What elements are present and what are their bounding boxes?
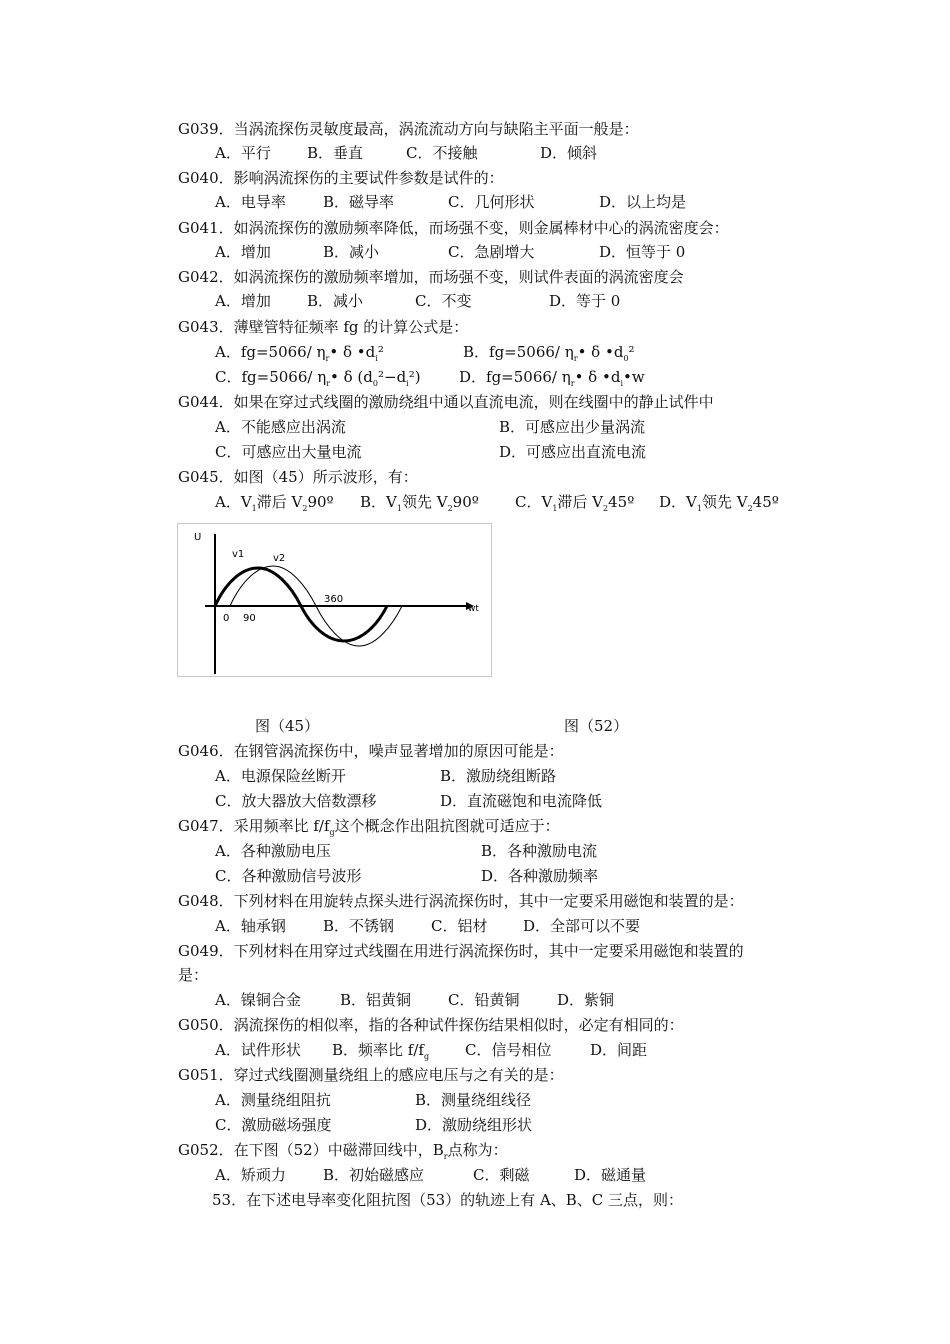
option-a: A．电源保险丝断开 <box>215 767 346 785</box>
figure-45-caption: 图（45） <box>255 717 320 735</box>
q-g040-options <box>0 193 950 211</box>
q-g046-stem: G046．在钢管涡流探伤中，噪声显著增加的原因可能是： <box>178 742 564 760</box>
option-c: C．放大器放大倍数漂移 <box>215 792 377 810</box>
option-a: A．不能感应出涡流 <box>215 418 346 436</box>
v1-label: v1 <box>232 549 245 560</box>
q-g051-options-row2 <box>0 1116 950 1134</box>
origin-label: 0 <box>223 613 230 624</box>
option-d: D．以上均是 <box>599 193 687 211</box>
q-g045-stem: G045．如图（45）所示波形，有： <box>178 468 418 486</box>
option-c: C．急剧增大 <box>448 243 535 261</box>
option-d: D．可感应出直流电流 <box>499 443 647 461</box>
option-a: A．测量绕组阻抗 <box>215 1091 331 1109</box>
q-g040-stem: G040．影响涡流探伤的主要试件参数是试件的： <box>178 169 504 187</box>
option-b: B．铝黄铜 <box>340 991 412 1009</box>
q-g043-stem: G043．薄壁管特征频率 fg 的计算公式是： <box>178 318 469 336</box>
option-a: A．增加 <box>215 292 271 310</box>
option-b: B．减小 <box>323 243 380 261</box>
v2-label: v2 <box>273 553 286 564</box>
option-b: B．$V_1$领先 $V_290º$ <box>360 493 479 513</box>
option-d: D．等于 0 <box>549 292 621 310</box>
option-d: D．倾斜 <box>540 144 598 162</box>
q-g041-options <box>0 243 950 261</box>
option-b: B．fg=5066/ $\eta_r•$ δ $•d_0^2$ <box>463 343 635 363</box>
option-b: B．可感应出少量涡流 <box>499 418 646 436</box>
q-g046-options-row1 <box>0 767 950 785</box>
option-d: D．激励绕组形状 <box>415 1116 533 1134</box>
option-a: A．增加 <box>215 243 271 261</box>
option-d: D．间距 <box>590 1041 648 1059</box>
option-c: C．不接触 <box>406 144 478 162</box>
q-g051-options-row1 <box>0 1091 950 1109</box>
q-g050-options <box>0 1041 950 1061</box>
option-c: C．fg=5066/ $\eta_r•$ δ $(d_0^2-d_i^2)$ <box>215 368 421 388</box>
q-g051-stem: G051．穿过式线圈测量绕组上的感应电压与之有关的是： <box>178 1066 564 1084</box>
option-a: A．$V_1$滞后 $V_290º$ <box>215 493 334 513</box>
figure-45-waveform <box>177 523 492 677</box>
q-g044-options-row2 <box>0 443 950 461</box>
q-g048-options <box>0 917 950 935</box>
q-g047-stem: G047．采用频率比 $f/f_g$这个概念作出阻抗图就可适应于： <box>178 817 560 837</box>
q-g042-stem: G042．如涡流探伤的激励频率增加，而场强不变，则试件表面的涡流密度会 <box>178 268 684 286</box>
option-a: A．矫顽力 <box>215 1166 286 1184</box>
option-b: B．初始磁感应 <box>323 1166 425 1184</box>
option-b: B．频率比 $f/f_g$ <box>332 1041 430 1061</box>
option-b: B．磁导率 <box>323 193 395 211</box>
option-c: C．信号相位 <box>465 1041 552 1059</box>
q-g044-options-row1 <box>0 418 950 436</box>
q-g047-options-row2 <box>0 867 950 885</box>
option-b: B．垂直 <box>307 144 364 162</box>
tick-90-label: 90 <box>243 613 256 624</box>
q-g050-stem: G050．涡流探伤的相似率，指的各种试件探伤结果相似时，必定有相同的： <box>178 1016 684 1034</box>
curve-v1 <box>215 568 387 641</box>
q-g049-stem-cont: 是： <box>178 966 209 984</box>
option-c: C．可感应出大量电流 <box>215 443 362 461</box>
option-d: D．磁通量 <box>574 1166 647 1184</box>
option-c: C．剩磁 <box>473 1166 530 1184</box>
option-b: B．激励绕组断路 <box>440 767 557 785</box>
x-axis-label: wt <box>468 604 479 614</box>
q-g049-options <box>0 991 950 1009</box>
q-g041-stem: G041．如涡流探伤的激励频率降低，而场强不变，则金属棒材中心的涡流密度会： <box>178 219 729 237</box>
option-a: A．电导率 <box>215 193 286 211</box>
option-d: D．全部可以不要 <box>523 917 641 935</box>
option-b: B．各种激励电流 <box>481 842 598 860</box>
option-d: D．$V_1$领先 $V_245º$ <box>659 493 779 513</box>
q-g052-stem: G052．在下图（52）中磁滞回线中，$B_r$点称为： <box>178 1141 508 1161</box>
option-d: D．fg=5066/ $\eta_r•$ δ $•d_i•w$ <box>459 368 645 388</box>
q-g039-options <box>0 144 950 162</box>
figure-52-caption: 图（52） <box>564 717 629 735</box>
option-a: A．试件形状 <box>215 1041 301 1059</box>
y-axis-label: U <box>194 532 202 543</box>
option-c: C．$V_1$滞后 $V_245º$ <box>515 493 635 513</box>
option-b: B．减小 <box>307 292 364 310</box>
waveform-plot <box>178 524 491 676</box>
q-053-stem: 53．在下述电导率变化阻抗图（53）的轨迹上有 A、B、C 三点，则： <box>212 1191 684 1209</box>
q-g043-options-row2 <box>0 368 950 388</box>
q-g052-options <box>0 1166 950 1184</box>
option-c: C．各种激励信号波形 <box>215 867 362 885</box>
option-d: D．各种激励频率 <box>481 867 599 885</box>
q-g046-options-row2 <box>0 792 950 810</box>
q-g044-stem: G044．如果在穿过式线圈的激励绕组中通以直流电流，则在线圈中的静止试件中 <box>178 393 714 411</box>
option-c: C．几何形状 <box>448 193 535 211</box>
option-c: C．不变 <box>415 292 472 310</box>
option-a: A．fg=5066/ $\eta_r•$ δ $•d_i^2$ <box>215 343 384 363</box>
q-g049-stem: G049．下列材料在用穿过式线圈在用进行涡流探伤时，其中一定要采用磁饱和装置的 <box>178 942 744 960</box>
option-c: C．铅黄铜 <box>448 991 520 1009</box>
q-g039-stem: G039．当涡流探伤灵敏度最高，涡流流动方向与缺陷主平面一般是： <box>178 120 639 138</box>
option-a: A．平行 <box>215 144 271 162</box>
q-g042-options <box>0 292 950 310</box>
option-b: B．不锈钢 <box>323 917 395 935</box>
q-g047-options-row1 <box>0 842 950 860</box>
q-g043-options-row1 <box>0 343 950 363</box>
option-d: D．恒等于 0 <box>599 243 686 261</box>
q-g048-stem: G048．下列材料在用旋转点探头进行涡流探伤时，其中一定要采用磁饱和装置的是： <box>178 892 744 910</box>
option-d: D．直流磁饱和电流降低 <box>440 792 603 810</box>
option-b: B．测量绕组线径 <box>415 1091 532 1109</box>
option-a: A．轴承钢 <box>215 917 286 935</box>
tick-360-label: 360 <box>324 594 344 605</box>
option-a: A．镍铜合金 <box>215 991 301 1009</box>
option-a: A．各种激励电压 <box>215 842 331 860</box>
option-d: D．紫铜 <box>557 991 615 1009</box>
q-g045-options <box>0 493 950 513</box>
option-c: C．铝材 <box>431 917 488 935</box>
option-c: C．激励磁场强度 <box>215 1116 332 1134</box>
